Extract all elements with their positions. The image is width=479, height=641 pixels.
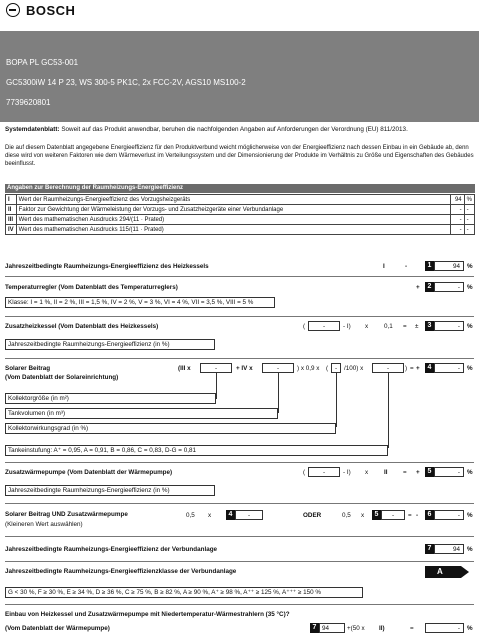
sec4-f-open2: ( [326, 365, 329, 372]
sec3-open: ( [303, 323, 306, 330]
sec3-unit: % [467, 323, 473, 330]
sec6-x2: x [361, 512, 365, 519]
table-row: IV Wert des mathematischen Ausdrucks 115/(11 · Prated) - - [6, 225, 475, 235]
sec5-open: ( [303, 469, 306, 476]
sec2-unit: % [467, 284, 473, 291]
sec5-x: x [365, 469, 369, 476]
sec7-number-badge: 7 [425, 544, 434, 554]
sec9-result: - [425, 623, 464, 633]
sec6-title: Solarer Beitrag UND Zusatzwärmepumpe [5, 511, 128, 518]
sec6-ref5-badge: 5 [372, 510, 381, 520]
calc-table [5, 194, 475, 235]
sysdata-title: Systemdatenblatt: [5, 126, 60, 133]
sec4-f-100: /100) x [344, 365, 364, 372]
sec2-plus: + [416, 284, 420, 291]
sec4-number-badge: 4 [425, 363, 434, 373]
sec4-v1: - [200, 363, 232, 373]
sysdata-text: Soweit auf das Produkt anwendbar, beruhen die nachfolgenden Angaben auf Anforderungen der Verordnung (EU) 811/2013. [61, 126, 408, 133]
sec1-number-badge: 1 [425, 261, 434, 271]
header-line-3: 7739620801 [6, 98, 51, 107]
sec2-classes: Klasse: I = 1 %, II = 2 %, III = 1,5 %, IV = 2 %, V = 3 %, VI = 4 %, VII = 3,5 %, VIII = 5 % [5, 297, 275, 308]
sec1-dash: - [405, 263, 408, 270]
table-row: II Faktor zur Gewichtung der Wärmeleistung der Vorzugs- und Zusatzheizgeräte einer Verbundanlage - - [6, 205, 475, 215]
sec6-value: - [434, 510, 464, 520]
sec6-oder: ODER [303, 512, 322, 519]
sec4-f-close: ) [405, 365, 408, 372]
connector-line [336, 373, 337, 427]
sec9-ii: II) [379, 625, 385, 632]
sec6-number-badge: 6 [425, 510, 434, 520]
sec9-value: 94 [319, 623, 345, 633]
table-row: I Wert der Raumheizungs-Energieeffizienz des Vorzugsheizgeräts 94 % [6, 195, 475, 205]
energy-class-label: A [437, 567, 443, 576]
sec3-eq: = [403, 323, 407, 330]
sec6-unit: % [467, 512, 473, 519]
sec4-subtitle: (Vom Datenblatt der Solareinrichtung) [5, 374, 119, 381]
sec4-v3: - [331, 363, 341, 373]
sec6-minus: - [416, 512, 419, 519]
sec4-tank-class: Tankeinstufung: A⁺ = 0,95, A = 0,91, B = 0,86, C = 0,83, D-G = 0,81 [5, 445, 388, 456]
sec2-title: Temperaturregler (Vom Datenblatt des Temperaturreglers) [5, 284, 178, 291]
sec9-eq: = [410, 625, 414, 632]
sec1-title: Jahreszeitbedingte Raumheizungs-Energieeffizienz des Heizkessels [5, 263, 209, 270]
connector-line [388, 373, 389, 448]
header-line-2: GC5300iW 14 P 23, WS 300-5 PK1C, 2x FCC-2V, AGS10 MS100-2 [6, 78, 246, 87]
sec4-value: - [434, 363, 464, 373]
sec7-unit: % [467, 546, 473, 553]
sec5-plus: + [416, 469, 420, 476]
sec5-unit: % [467, 469, 473, 476]
calc-table-title: Angaben zur Berechnung der Raumheizungs-Energieeffizienz [5, 184, 475, 193]
header-line-1: BOPA PL GC53-001 [6, 58, 79, 67]
sec5-box: - [308, 467, 340, 477]
sec6-v4: - [235, 510, 263, 520]
connector-line [216, 373, 217, 399]
sec4-f-09: ) x 0,9 x [297, 365, 320, 372]
sec5-eq: = [403, 469, 407, 476]
sec1-value: 94 [434, 261, 464, 271]
sec9-formula: +(50 x [347, 625, 365, 632]
sec4-f-plus-iv: + IV x [236, 365, 253, 372]
sec4-tank: Tankvolumen (in m³) [5, 408, 278, 419]
sec3-box: - [308, 321, 340, 331]
sec8-scale: G < 30 %, F ≥ 30 %, E ≥ 34 %, D ≥ 36 %, C ≥ 75 %, B ≥ 82 %, A ≥ 90 %, A⁺ ≥ 98 %, A⁺⁺ ≥ 125 %, A⁺⁺⁺ ≥ 150 % [5, 587, 363, 598]
sec6-subtitle: (Kleineren Wert auswählen) [5, 521, 83, 528]
sysdata-line [5, 126, 408, 133]
sec5-sub: Jahreszeitbedingte Raumheizungs-Energieeffizienz (in %) [5, 485, 215, 496]
sec3-factor: 0,1 [384, 323, 393, 330]
sec3-value: - [434, 321, 464, 331]
sec9-unit: % [467, 625, 473, 632]
sec4-collector: Kollektorgröße (in m²) [5, 393, 216, 404]
sec4-unit: % [467, 365, 473, 372]
sec6-x1: x [208, 512, 212, 519]
energy-class-arrow [425, 566, 469, 578]
table-row: III Wert des mathematischen Ausdrucks 294/(11 · Prated) - - [6, 215, 475, 225]
sec4-f-open: (III x [178, 365, 191, 372]
sec4-eq: = [410, 365, 414, 372]
sec5-ii: II [384, 469, 388, 476]
sec6-ref4-badge: 4 [226, 510, 235, 520]
sec5-minus-i: - I) [343, 469, 351, 476]
sec3-x: x [365, 323, 369, 330]
connector-line [278, 373, 279, 413]
sec6-f1: 0,5 [186, 512, 195, 519]
sec4-v2: - [262, 363, 294, 373]
sec4-efficiency: Kollektorwirkungsgrad (in %) [5, 423, 336, 434]
sec3-pm: ± [415, 323, 419, 330]
sec3-minus-i: - I) [343, 323, 351, 330]
sec3-sub: Jahreszeitbedingte Raumheizungs-Energieeffizienz (in %) [5, 339, 215, 350]
sec4-plus: + [416, 365, 420, 372]
sec3-number-badge: 3 [425, 321, 434, 331]
sec5-number-badge: 5 [425, 467, 434, 477]
sec2-number-badge: 2 [425, 282, 434, 292]
sec2-value: - [434, 282, 464, 292]
sec5-value: - [434, 467, 464, 477]
sec9-title: Einbau von Heizkessel und Zusatzwärmepumpe mit Niedertemperatur-Wärmestrahlern (35 °C)? [5, 611, 290, 618]
sec9-subtitle: (Vom Datenblatt der Wärmepumpe) [5, 625, 110, 632]
sec1-unit: % [467, 263, 473, 270]
sec7-title: Jahreszeitbedingte Raumheizungs-Energieeffizienz der Verbundanlage [5, 546, 218, 553]
sec5-title: Zusatzwärmepumpe (Vom Datenblatt der Wärmepumpe) [5, 469, 173, 476]
sec6-eq: = [408, 512, 412, 519]
product-header [0, 31, 479, 122]
sec7-value: 94 [434, 544, 464, 554]
bosch-logo [6, 3, 20, 17]
sec4-v4: - [372, 363, 404, 373]
intro-text: Die auf diesem Datenblatt angegebene Energieeffizienz für den Produktverbund weicht möglicherweise von der Energieeffizienz nach dessen Einbau in ein Gebäude ab, denn diese wird von weiteren Faktoren wie dem Wärmeverlust im Verteilungssystem und der Dimensionierung der Produkte im Verhältnis zu Größe und Eigenschaften des Gebäudes beeinflusst. [5, 145, 474, 167]
sec6-v5: - [381, 510, 405, 520]
sec8-title: Jahreszeitbedingte Raumheizungs-Energieeffizienzklasse der Verbundanlage [5, 568, 237, 575]
sec3-title: Zusatzheizkessel (Vom Datenblatt des Heizkessels) [5, 323, 159, 330]
sec9-number-badge: 7 [310, 623, 319, 633]
sec6-f2: 0,5 [342, 512, 351, 519]
brand-name: BOSCH [26, 3, 76, 18]
sec4-title: Solarer Beitrag [5, 365, 51, 372]
sec1-ref: I [383, 263, 385, 270]
